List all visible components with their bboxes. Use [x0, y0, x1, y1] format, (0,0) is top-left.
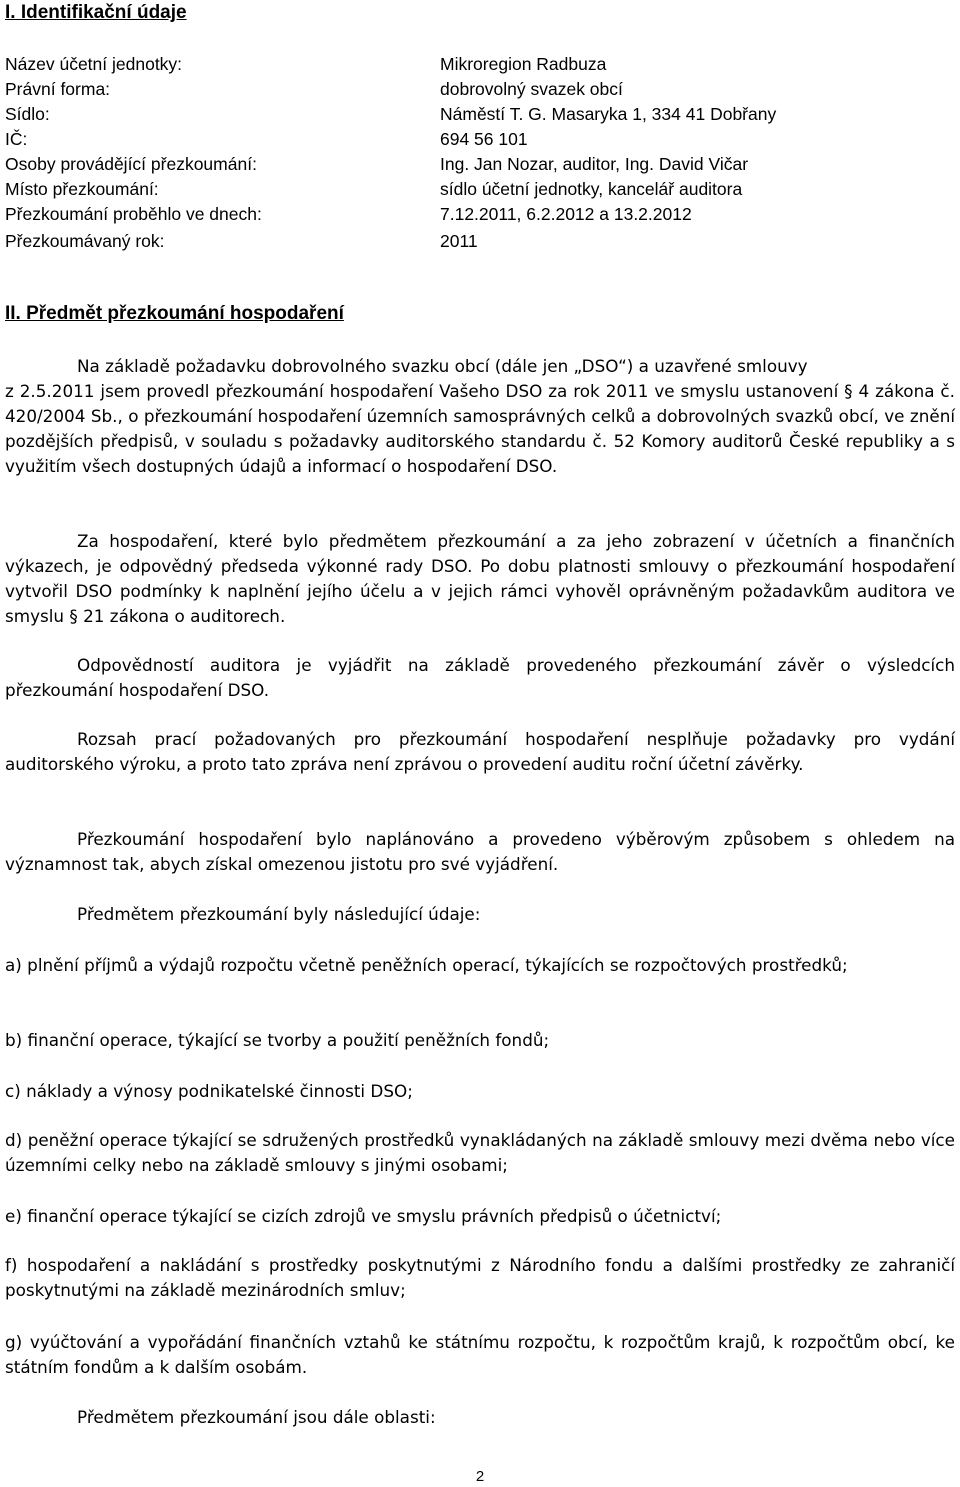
info-row-reviewers [5, 152, 955, 177]
list-item-c: c) náklady a výnosy podnikatelské činnosti DSO; [5, 1081, 413, 1101]
info-value: sídlo účetní jednotky, kancelář auditora [440, 179, 743, 199]
info-row-legal-form [5, 77, 955, 102]
info-value: Ing. Jan Nozar, auditor, Ing. David Vičar [440, 154, 749, 174]
paragraph-intro-first-line: Na základě požadavku dobrovolného svazku obcí (dále jen „DSO“) a uzavřené smlouvy [77, 356, 808, 376]
info-row-seat [5, 102, 955, 127]
info-row-name [5, 52, 955, 77]
paragraph-responsibility: Za hospodaření, které bylo předmětem přezkoumání a za jeho zobrazení v účetních a finančních výkazech, je odpovědný předseda výkonné rady DSO. Po dobu platnosti smlouvy o přezkoumání hospodaření vytvořil DSO podmínky k naplnění jejího účelu a v jejich rámci vyhověl oprávněným požadavkům auditora ve smyslu § 21 zákona o auditorech. [5, 531, 955, 626]
list-item-a: a) plnění příjmů a výdajů rozpočtu včetně peněžních operací, týkajících se rozpočtových prostředků; [5, 955, 848, 975]
info-label: Sídlo: [5, 104, 50, 124]
page-number: 2 [475, 1468, 485, 1485]
info-row-dates [5, 202, 955, 227]
info-label: Přezkoumávaný rok: [5, 231, 165, 251]
info-row-place [5, 177, 955, 202]
paragraph-auditor-duty: Odpovědností auditora je vyjádřit na základě provedeného přezkoumání závěr o výsledcích přezkoumání hospodaření DSO. [5, 655, 955, 700]
info-value: Náměstí T. G. Masaryka 1, 334 41 Dobřany [440, 104, 777, 124]
info-row-id [5, 127, 955, 152]
paragraph-further-areas: Předmětem přezkoumání jsou dále oblasti: [77, 1407, 436, 1427]
list-item-f: f) hospodaření a nakládání s prostředky poskytnutými z Národního fondu a dalšími prostředky ze zahraničí poskytnutými na základě mezinárodních smluv; [5, 1255, 955, 1300]
info-value: 2011 [440, 231, 478, 251]
info-label: Přezkoumání proběhlo ve dnech: [5, 204, 262, 224]
info-value: dobrovolný svazek obcí [440, 79, 623, 99]
section-2-heading: II. Předmět přezkoumání hospodaření [5, 303, 344, 324]
paragraph-intro: z 2.5.2011 jsem provedl přezkoumání hospodaření Vašeho DSO za rok 2011 ve smyslu ustanovení § 4 zákona č. 420/2004 Sb., o přezkoumání hospodaření územních samosprávných celků a dobrovolných svazků obcí, ve znění pozdějších předpisů, v souladu s požadavky auditorského standardu č. 52 Komory auditorů České republiky a s využitím všech dostupných údajů a informací o hospodaření DSO. [5, 381, 955, 476]
list-item-g: g) vyúčtování a vypořádání finančních vztahů ke státnímu rozpočtu, k rozpočtům krajů, k rozpočtům obcí, ke státním fondům a k dalším osobám. [5, 1332, 955, 1377]
list-item-e: e) finanční operace týkající se cizích zdrojů ve smyslu právních předpisů o účetnictví; [5, 1206, 722, 1226]
info-label: Název účetní jednotky: [5, 54, 183, 74]
info-label: Místo přezkoumání: [5, 179, 159, 199]
info-value: 7.12.2011, 6.2.2012 a 13.2.2012 [440, 204, 692, 224]
info-value: Mikroregion Radbuza [440, 54, 607, 74]
info-label: Osoby provádějící přezkoumání: [5, 154, 257, 174]
info-label: IČ: [5, 129, 28, 149]
info-value: 694 56 101 [440, 129, 528, 149]
info-label: Právní forma: [5, 79, 111, 99]
paragraph-scope: Rozsah prací požadovaných pro přezkoumání hospodaření nesplňuje požadavky pro vydání auditorského výroku, a proto tato zpráva není zprávou o provedení auditu roční účetní závěrky. [5, 729, 955, 774]
list-item-d: d) peněžní operace týkající se sdružených prostředků vynakládaných na základě smlouvy mezi dvěma nebo více územními celky nebo na základě smlouvy s jinými osobami; [5, 1130, 955, 1175]
paragraph-planning: Přezkoumání hospodaření bylo naplánováno a provedeno výběrovým způsobem s ohledem na významnost tak, abych získal omezenou jistotu pro své vyjádření. [5, 829, 955, 874]
section-1-heading: I. Identifikační údaje [5, 2, 187, 23]
list-item-b: b) finanční operace, týkající se tvorby a použití peněžních fondů; [5, 1030, 550, 1050]
paragraph-subject-intro: Předmětem přezkoumání byly následující údaje: [77, 904, 481, 924]
info-row-year [5, 229, 955, 254]
